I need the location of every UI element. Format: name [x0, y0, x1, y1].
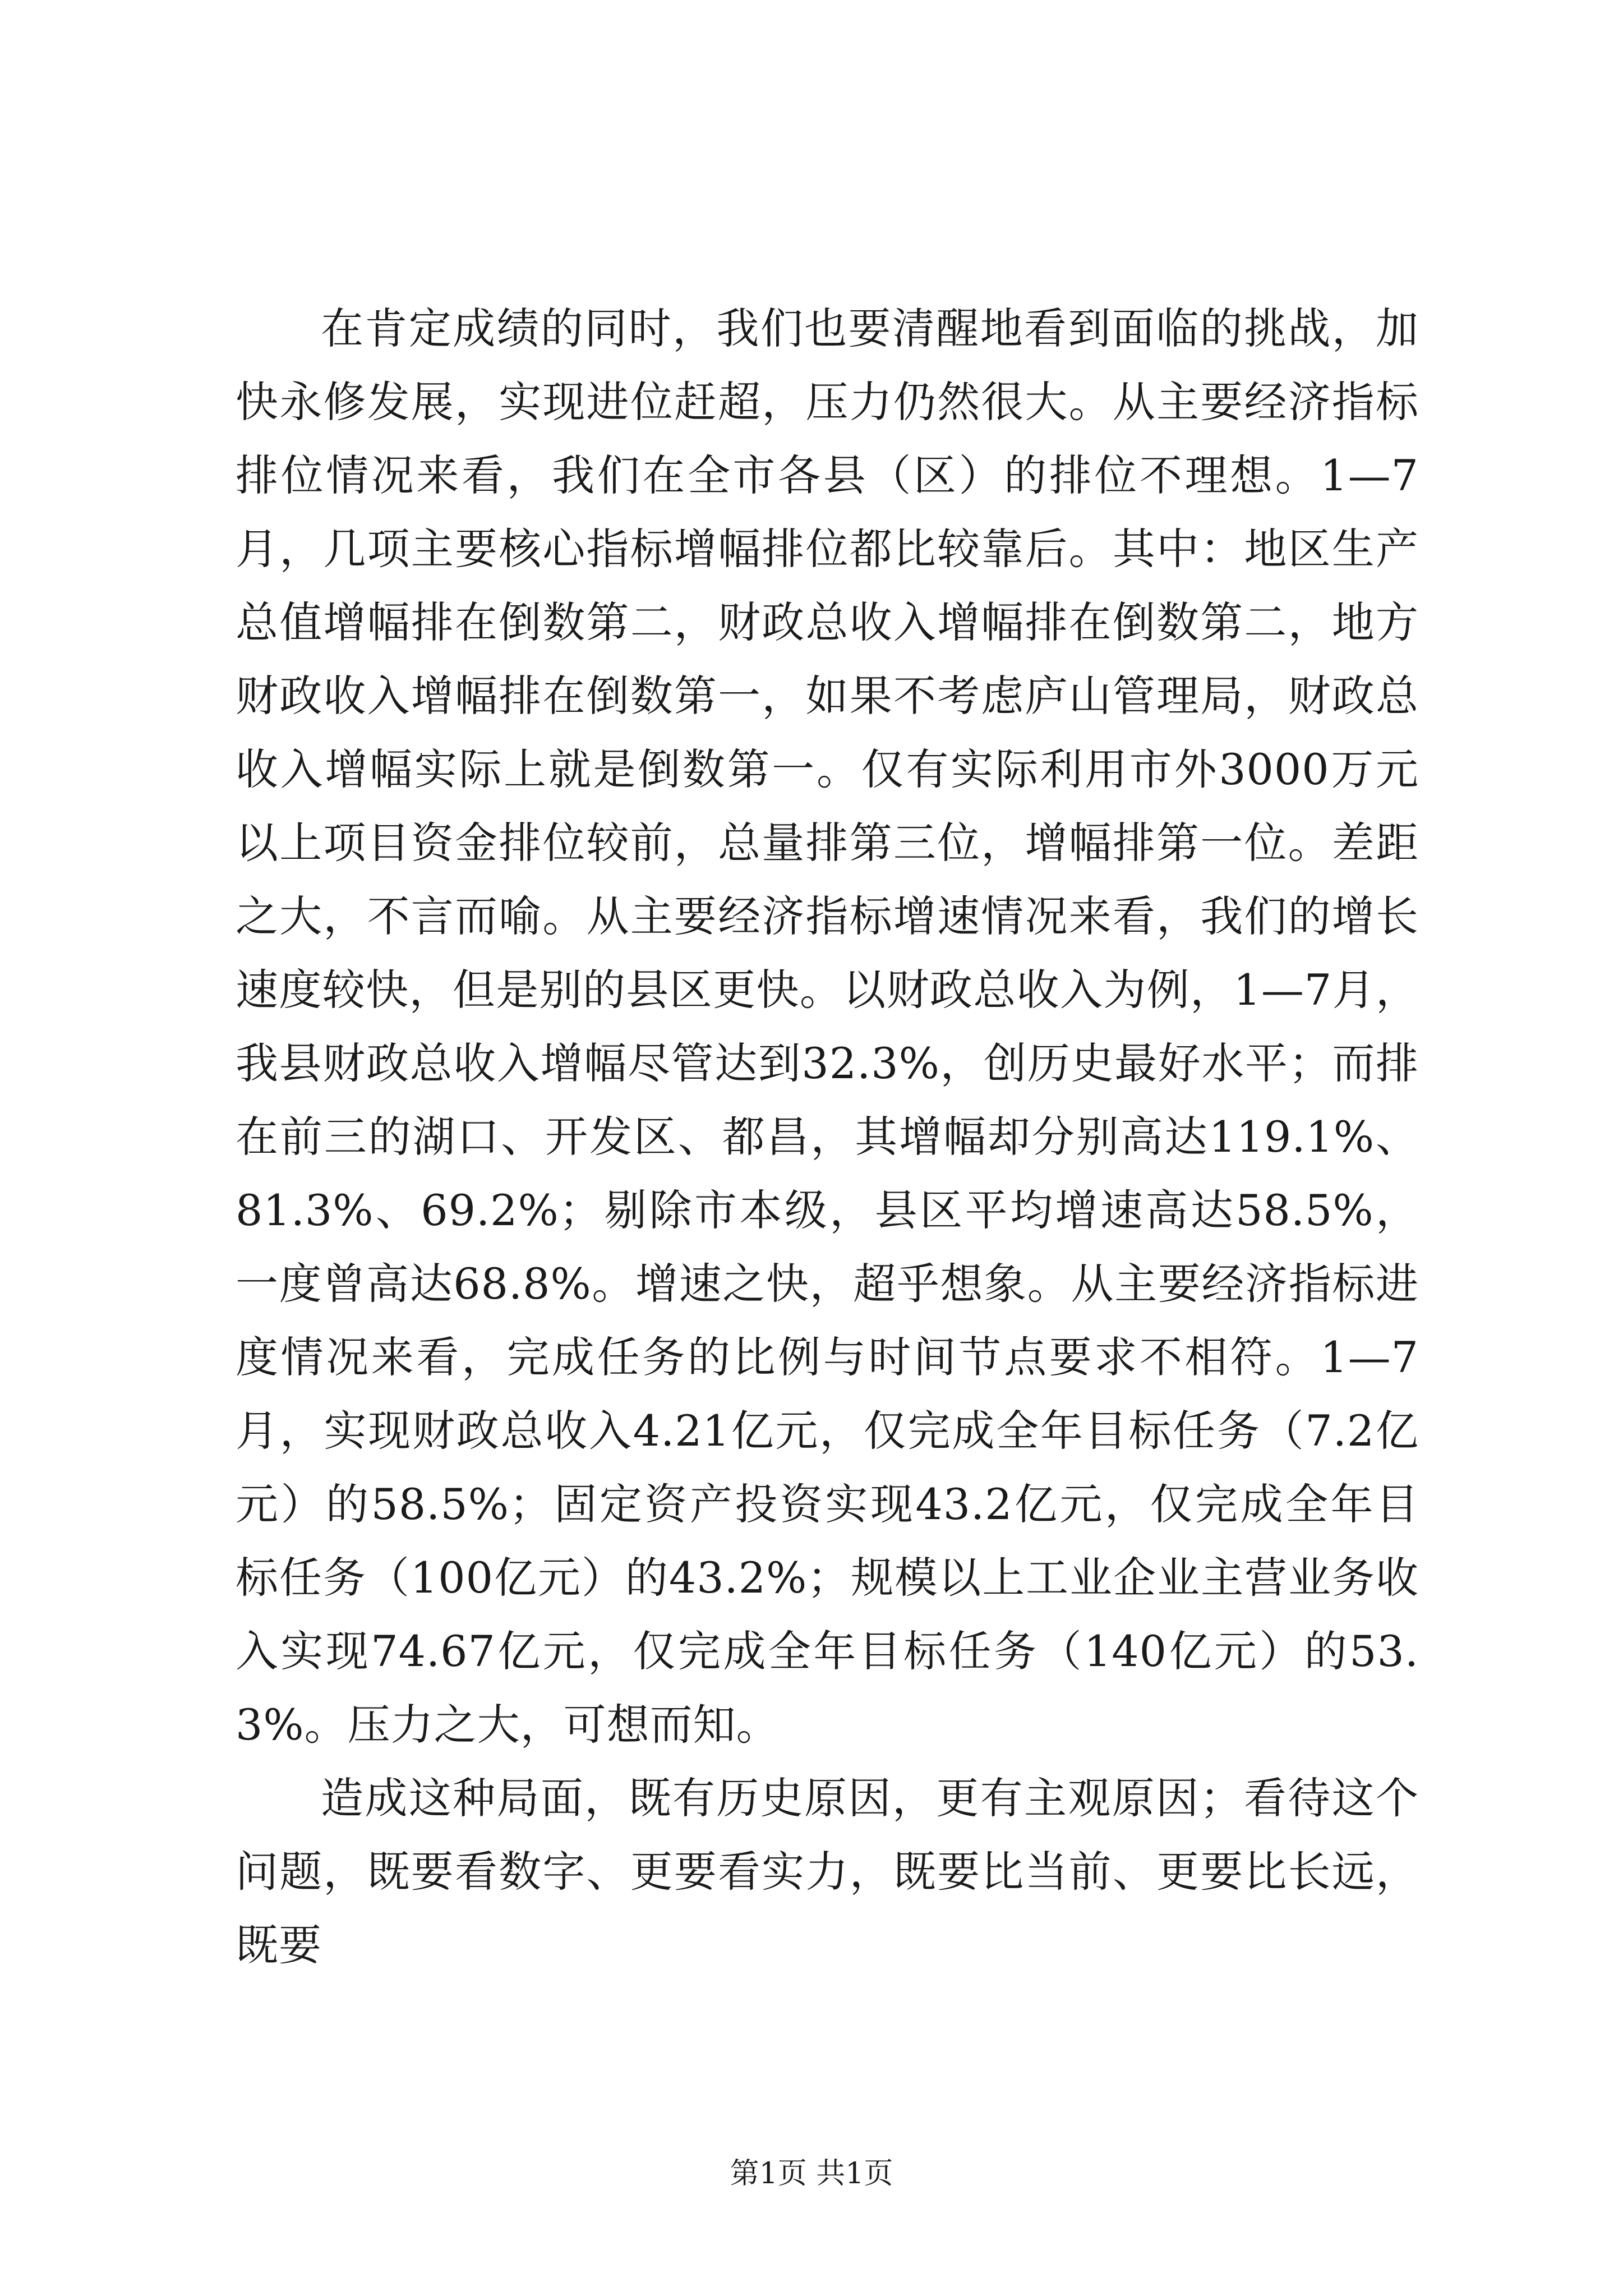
paragraph-2: 造成这种局面，既有历史原因，更有主观原因；看待这个问题，既要看数字、更要看实力，既要比当前、更要比长远，既要 [236, 1773, 1419, 1970]
document-body [236, 292, 1419, 1982]
paragraph-1: 在肯定成绩的同时，我们也要清醒地看到面临的挑战，加快永修发展，实现进位赶超，压力仍然很大。从主要经济指标排位情况来看，我们在全市各县（区）的排位不理想。1—7月，几项主要核心指标增幅排位都比较靠后。其中：地区生产总值增幅排在倒数第二，财政总收入增幅排在倒数第二，地方财政收入增幅排在倒数第一，如果不考虑庐山管理局，财政总收入增幅实际上就是倒数第一。仅有实际利用市外3000万元以上项目资金排位较前，总量排第三位，增幅排第一位。差距之大，不言而喻。从主要经济指标增速情况来看，我们的增长速度较快，但是别的县区更快。以财政总收入为例，1—7月，我县财政总收入增幅尽管达到32.3%，创历史最好水平；而排在前三的湖口、开发区、都昌，其增幅却分别高达119.1%、81.3%、69.2%；剔除市本级，县区平均增速高达58.5%，一度曾高达68.8%。增速之快，超乎想象。从主要经济指标进度情况来看，完成任务的比例与时间节点要求不相符。1—7月，实现财政总收入4.21亿元，仅完成全年目标任务（7.2亿元）的58.5%；固定资产投资实现43.2亿元，仅完成全年目标任务（100亿元）的43.2%；规模以上工业企业主营业务收入实现74.67亿元，仅完成全年目标任务（140亿元）的53.3%。压力之大，可想而知。 [236, 303, 1419, 1750]
page-number-label: 第1页 共1页 [730, 2157, 893, 2191]
page-footer [0, 2154, 1623, 2193]
